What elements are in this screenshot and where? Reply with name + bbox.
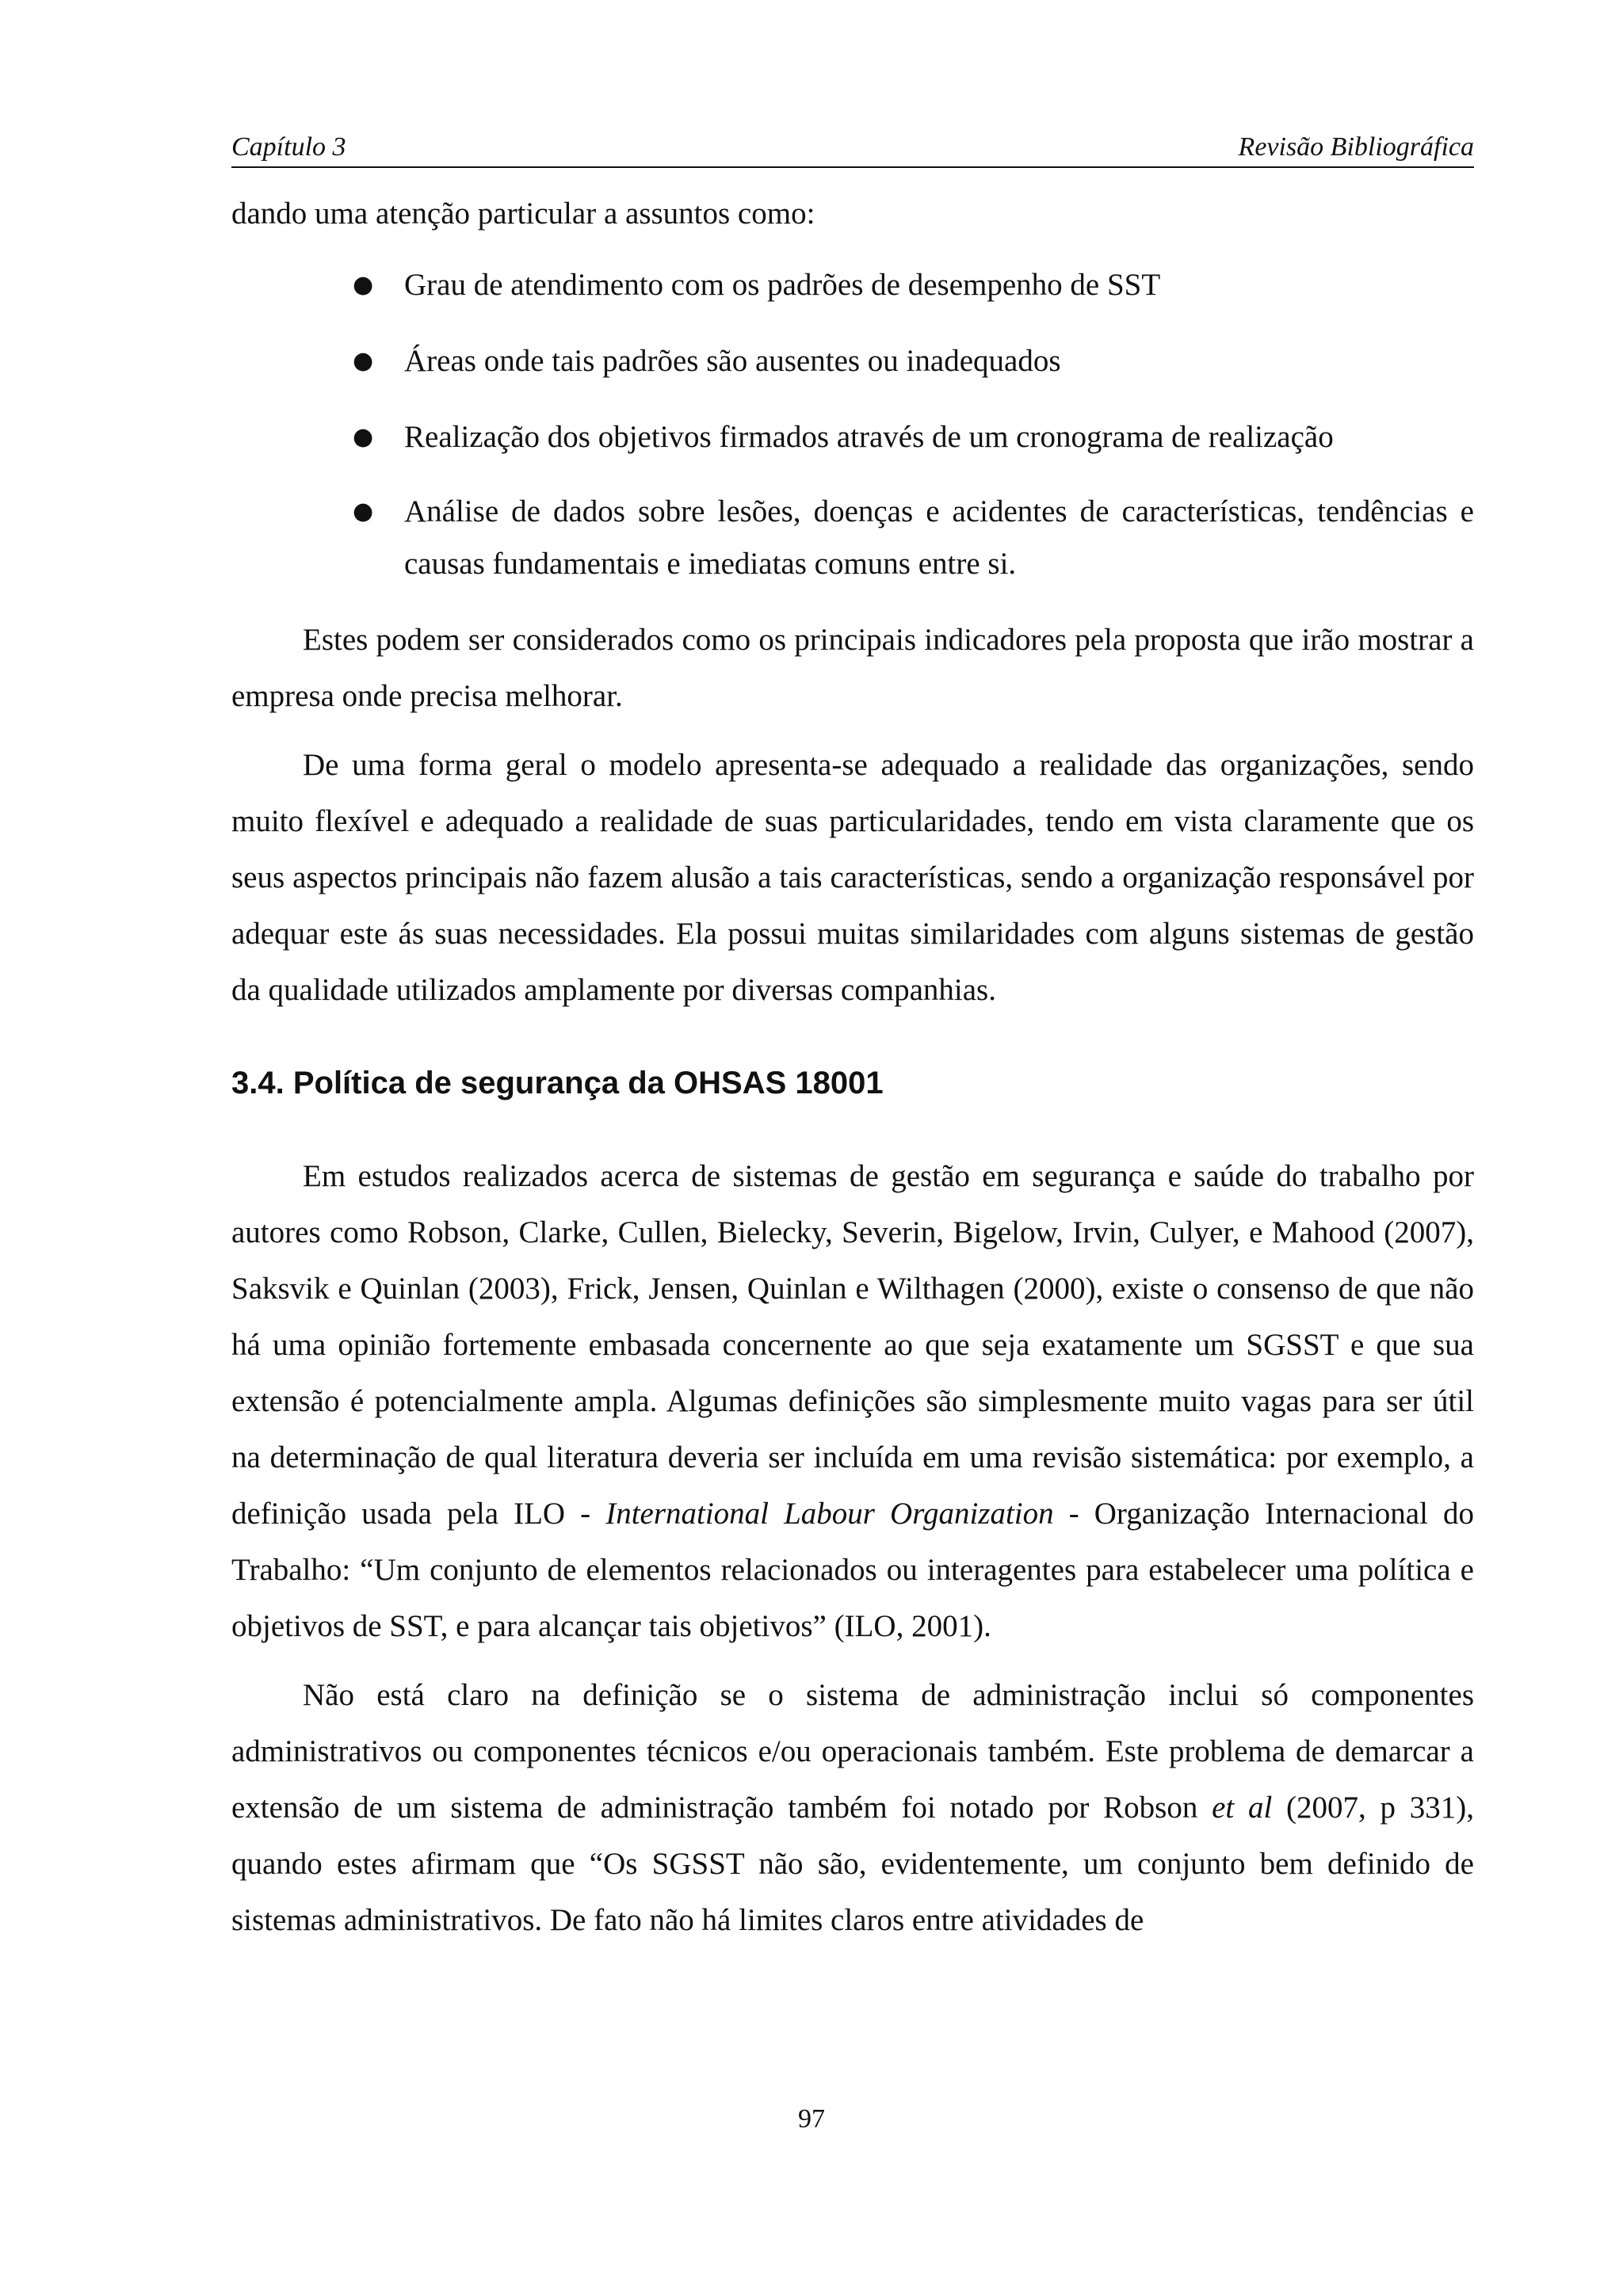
italic-term: International Labour Organization — [605, 1497, 1054, 1531]
paragraph: Estes podem ser considerados como os principais indicadores pela proposta que irão mostrar a empresa onde precisa melhorar. — [231, 623, 1474, 713]
italic-term: et al — [1212, 1791, 1273, 1825]
paragraph-text: - Organização Internacional do Trabalho: “Um conjunto de elementos relacionados ou interagentes para estabelecer uma política e objetivos de SST, e para alcançar tais objetivos” (ILO, 2001). — [231, 1497, 1474, 1643]
page-number: 97 — [798, 2104, 825, 2134]
chapter-label: Capítulo 3 — [231, 132, 346, 162]
list-item-text: Áreas onde tais padrões são ausentes ou inadequados — [404, 344, 1061, 378]
section-heading: 3.4. Política de segurança da OHSAS 18001 — [231, 1066, 884, 1100]
bullet-icon: ● — [353, 423, 374, 451]
list-item-text: Grau de atendimento com os padrões de desempenho de SST — [404, 268, 1161, 302]
intro-line: dando uma atenção particular a assuntos como: — [231, 196, 815, 231]
paragraph-text: Em estudos realizados acerca de sistemas de gestão em segurança e saúde do trabalho por autores como Robson, Clarke, Cullen, Bielecky, Severin, Bigelow, Irvin, Culyer, e Mahood (2007), Saksvik e Quinlan (2003), Frick, Jensen, Quinlan e Wilthagen (2000), existe o consenso de que não há uma opinião fortemente embasada concernente ao que seja exatamente um SGSST e que sua extensão é potencialmente ampla. Algumas definições são simplesmente muito vagas para ser útil na determinação de qual literatura deveria ser incluída em uma revisão sistemática: por exemplo, a definição usada pela ILO - — [231, 1159, 1474, 1531]
list-item-text: Realização dos objetivos firmados através de um cronograma de realização — [404, 420, 1334, 454]
list-item — [231, 486, 1474, 590]
bullet-icon: ● — [353, 271, 374, 299]
bullet-list — [231, 257, 1474, 590]
list-item — [231, 410, 1474, 464]
paragraph-text: (2007, p 331), quando estes afirmam que “Os SGSST não são, evidentemente, um conjunto bem definido de sistemas administrativos. De fato não há limites claros entre atividades de — [231, 1791, 1474, 1937]
bullet-icon: ● — [353, 347, 374, 375]
list-item — [231, 334, 1474, 388]
paragraph — [231, 1148, 1474, 1654]
paragraph: De uma forma geral o modelo apresenta-se adequado a realidade das organizações, sendo muito flexível e adequado a realidade de suas particularidades, tendo em vista claramente que os seus aspectos principais não fazem alusão a tais características, sendo a organização responsável por adequar este ás suas necessidades. Ela possui muitas similaridades com alguns sistemas de gestão da qualidade utilizados amplamente por diversas companhias. — [231, 748, 1474, 1007]
paragraph-text: Não está claro na definição se o sistema de administração inclui só componentes administrativos ou componentes técnicos e/ou operacionais também. Este problema de demarcar a extensão de um sistema de administração também foi notado por Robson — [231, 1678, 1474, 1825]
list-item-text: Análise de dados sobre lesões, doenças e acidentes de características, tendências e causas fundamentais e imediatas comuns entre si. — [404, 494, 1474, 581]
bullet-icon: ● — [353, 498, 374, 525]
document-page — [231, 132, 1474, 1948]
list-item — [231, 257, 1474, 312]
running-header — [231, 132, 1474, 168]
section-title-label: Revisão Bibliográfica — [1238, 132, 1474, 162]
paragraph — [231, 1667, 1474, 1948]
